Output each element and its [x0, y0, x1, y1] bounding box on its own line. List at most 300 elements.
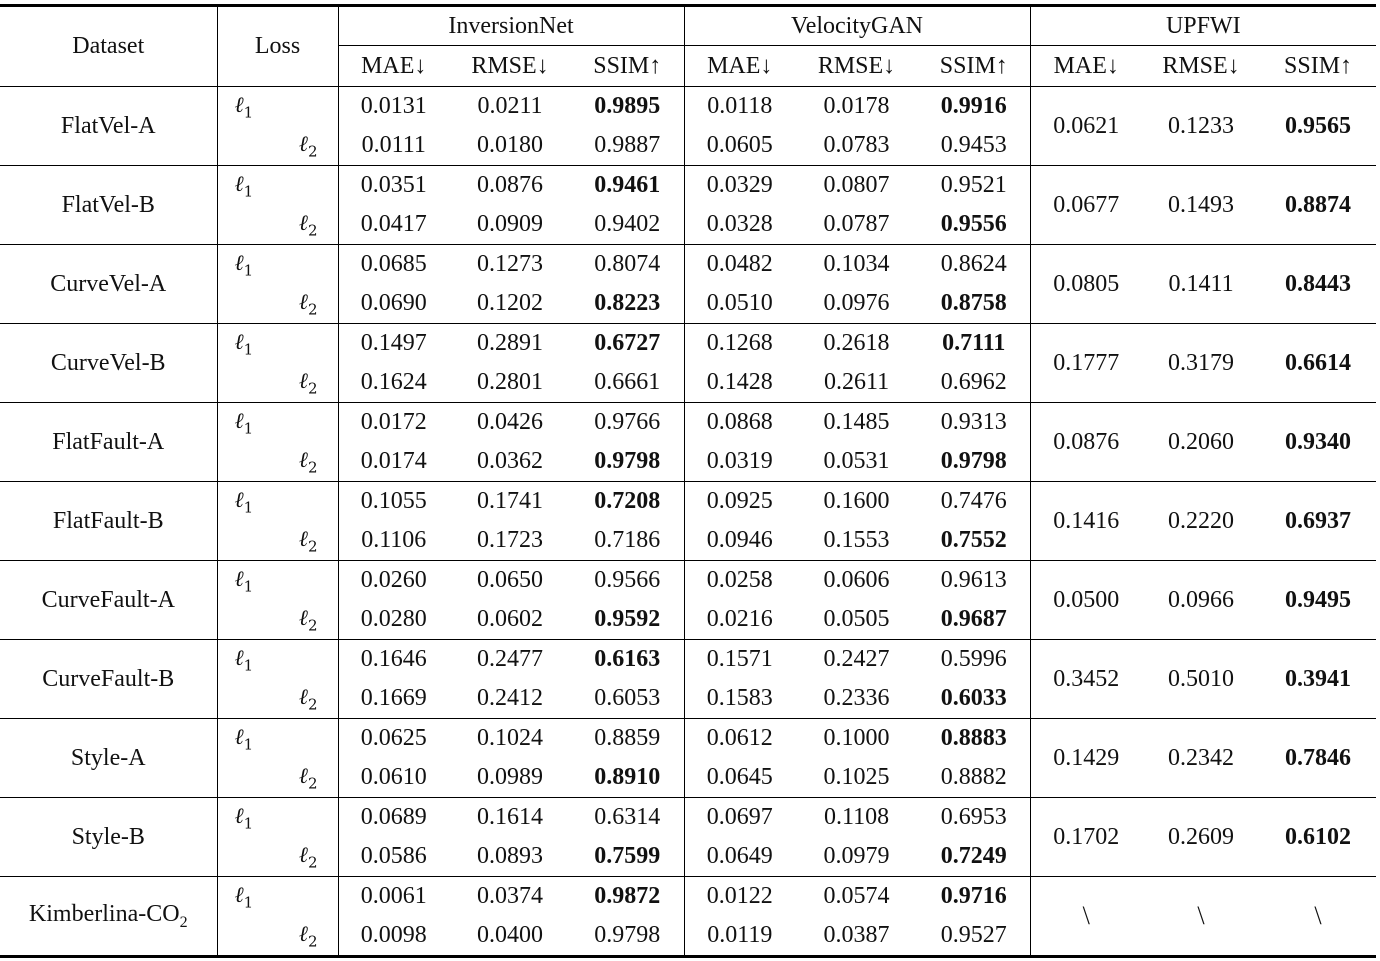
upfwi-metric-cell: 0.6102 — [1260, 798, 1376, 877]
loss-sub: 1 — [243, 340, 254, 359]
metric-cell: 0.9687 — [918, 600, 1030, 640]
upfwi-metric-cell: 0.8443 — [1260, 245, 1376, 324]
metric-cell: 0.2412 — [449, 679, 571, 719]
metric-cell: 0.0180 — [449, 126, 571, 166]
loss-l1 — [217, 482, 338, 522]
metric-cell: 0.0387 — [823, 922, 890, 948]
loss-l1 — [217, 403, 338, 443]
header-model-inversionnet: InversionNet — [338, 6, 684, 46]
loss-symbol — [298, 921, 318, 951]
metric-cell: 0.0989 — [449, 758, 571, 798]
metric-cell: 0.0893 — [449, 837, 571, 877]
upfwi-metric-cell: 0.7846 — [1260, 719, 1376, 798]
dataset-name — [0, 877, 217, 957]
metric-cell: 0.0876 — [477, 172, 543, 198]
metric-cell: 0.0178 — [823, 93, 890, 119]
metric-cell: 0.0689 — [360, 804, 427, 830]
header-metric-rmse: RMSE↓ — [449, 46, 571, 87]
loss-l1 — [217, 245, 338, 285]
metric-cell: 0.6727 — [571, 324, 684, 364]
table-row — [0, 719, 1376, 759]
metric-cell: 0.9766 — [571, 403, 684, 443]
metric-cell: 0.7249 — [918, 837, 1030, 877]
loss-l1 — [217, 719, 338, 759]
header-loss: Loss — [217, 6, 338, 87]
loss-base: ℓ — [234, 803, 244, 829]
upfwi-metric-cell: \ — [1142, 877, 1260, 957]
metric-cell: 0.0612 — [706, 725, 773, 751]
dataset-name — [0, 719, 217, 798]
table-row — [0, 245, 1376, 285]
metric-cell: 0.9798 — [571, 916, 684, 957]
metric-cell: 0.0505 — [795, 600, 918, 640]
loss-symbol — [234, 329, 254, 359]
metric-cell: 0.0697 — [706, 804, 773, 830]
upfwi-metric-cell: 0.0876 — [1030, 403, 1142, 482]
loss-sub: 1 — [243, 893, 254, 912]
metric-cell: 0.0351 — [360, 172, 427, 198]
metric-cell: 0.1055 — [360, 488, 427, 514]
metric-cell: 0.1268 — [706, 330, 773, 356]
metric-cell: 0.0329 — [706, 172, 773, 198]
metric-cell: 0.1553 — [795, 521, 918, 561]
metric-cell: 0.8883 — [918, 719, 1030, 759]
metric-cell: 0.2611 — [795, 363, 918, 403]
metric-cell: 0.0374 — [477, 883, 543, 909]
upfwi-metric-cell: \ — [1260, 877, 1376, 957]
loss-sub: 1 — [243, 419, 254, 438]
loss-sub: 1 — [243, 814, 254, 833]
table-row — [0, 324, 1376, 364]
loss-base: ℓ — [234, 882, 244, 908]
loss-base: ℓ — [298, 684, 308, 710]
upfwi-metric-cell: 0.3452 — [1030, 640, 1142, 719]
header-metric-mae: MAE↓ — [1030, 46, 1142, 87]
loss-base: ℓ — [298, 368, 308, 394]
loss-symbol — [234, 171, 254, 201]
metric-cell: 0.1723 — [449, 521, 571, 561]
metric-cell: 0.0280 — [338, 600, 449, 640]
loss-l1 — [217, 561, 338, 601]
metric-cell: 0.0118 — [707, 93, 773, 119]
dataset-subscript: 2 — [179, 913, 188, 931]
metric-cell: 0.2801 — [449, 363, 571, 403]
loss-base: ℓ — [298, 289, 308, 315]
metric-cell: 0.0685 — [360, 251, 427, 277]
metric-cell: 0.0426 — [477, 409, 543, 435]
metric-cell: 0.0605 — [684, 126, 795, 166]
upfwi-metric-cell: 0.2060 — [1142, 403, 1260, 482]
loss-l1 — [217, 324, 338, 364]
metric-cell: 0.8910 — [571, 758, 684, 798]
upfwi-metric-cell: 0.9495 — [1260, 561, 1376, 640]
metric-cell: 0.0400 — [477, 922, 543, 948]
loss-sub: 1 — [243, 182, 254, 201]
metric-cell: 0.0868 — [706, 409, 773, 435]
metric-cell: 0.9402 — [571, 205, 684, 245]
upfwi-metric-cell: 0.1777 — [1030, 324, 1142, 403]
loss-base: ℓ — [234, 566, 244, 592]
metric-cell: 0.6962 — [918, 363, 1030, 403]
loss-base: ℓ — [298, 526, 308, 552]
dataset-name — [0, 166, 217, 245]
metric-cell: 0.0602 — [449, 600, 571, 640]
metric-cell: 0.6314 — [571, 798, 684, 838]
loss-l2 — [217, 521, 338, 561]
upfwi-metric-cell: 0.2220 — [1142, 482, 1260, 561]
dataset-label: Style-A — [70, 744, 146, 771]
loss-sub: 1 — [243, 103, 254, 122]
loss-symbol — [298, 684, 318, 714]
loss-sub: 1 — [243, 656, 254, 675]
table-row — [0, 877, 1376, 917]
metric-cell: 0.1202 — [449, 284, 571, 324]
upfwi-metric-cell: 0.5010 — [1142, 640, 1260, 719]
metric-cell: 0.7111 — [918, 324, 1030, 364]
metric-cell: 0.2427 — [823, 646, 890, 672]
metric-cell: 0.0650 — [477, 567, 543, 593]
table-row — [0, 482, 1376, 522]
metric-cell: 0.8882 — [918, 758, 1030, 798]
metric-cell: 0.0690 — [338, 284, 449, 324]
metric-cell: 0.2477 — [477, 646, 543, 672]
dataset-label: Kimberlina-CO — [28, 900, 180, 927]
loss-symbol — [234, 803, 254, 833]
loss-symbol — [234, 566, 254, 596]
loss-symbol — [234, 250, 254, 280]
loss-base: ℓ — [298, 210, 308, 236]
metric-cell: 0.0574 — [823, 883, 890, 909]
loss-l1 — [217, 798, 338, 838]
loss-symbol — [298, 368, 318, 398]
upfwi-metric-cell: 0.9340 — [1260, 403, 1376, 482]
dataset-label: Style-B — [71, 823, 145, 850]
metric-cell: 0.9527 — [918, 916, 1030, 957]
header-metric-rmse: RMSE↓ — [1142, 46, 1260, 87]
upfwi-metric-cell: 0.0500 — [1030, 561, 1142, 640]
metric-cell: 0.0625 — [360, 725, 427, 751]
upfwi-metric-cell: \ — [1030, 877, 1142, 957]
loss-symbol — [234, 724, 254, 754]
metric-cell: 0.2891 — [477, 330, 543, 356]
table-row — [0, 798, 1376, 838]
metric-cell: 0.1485 — [823, 409, 890, 435]
metric-cell: 0.8223 — [571, 284, 684, 324]
metric-cell: 0.1025 — [795, 758, 918, 798]
loss-l2 — [217, 442, 338, 482]
metric-cell: 0.0417 — [338, 205, 449, 245]
metric-cell: 0.0362 — [449, 442, 571, 482]
metric-cell: 0.1108 — [823, 804, 890, 830]
metric-cell: 0.9521 — [918, 166, 1030, 206]
loss-sub: 2 — [307, 458, 318, 477]
header-metric-mae: MAE↓ — [684, 46, 795, 87]
metric-cell: 0.6053 — [571, 679, 684, 719]
metric-cell: 0.0061 — [360, 883, 427, 909]
metric-cell: 0.7599 — [571, 837, 684, 877]
metric-cell: 0.0111 — [338, 126, 449, 166]
metric-cell: 0.9592 — [571, 600, 684, 640]
loss-sub: 2 — [307, 695, 318, 714]
loss-sub: 1 — [243, 735, 254, 754]
loss-symbol — [298, 210, 318, 240]
loss-base: ℓ — [234, 487, 244, 513]
dataset-name — [0, 640, 217, 719]
loss-base: ℓ — [298, 842, 308, 868]
header-metric-rmse: RMSE↓ — [795, 46, 918, 87]
metric-cell: 0.1741 — [477, 488, 543, 514]
metric-cell: 0.0610 — [338, 758, 449, 798]
table-row — [0, 87, 1376, 127]
metric-cell: 0.9313 — [918, 403, 1030, 443]
metric-cell: 0.0098 — [360, 922, 427, 948]
loss-symbol — [298, 763, 318, 793]
metric-cell: 0.0946 — [684, 521, 795, 561]
metric-cell: 0.9895 — [571, 87, 684, 127]
table-row — [0, 166, 1376, 206]
metric-cell: 0.7476 — [918, 482, 1030, 522]
loss-symbol — [298, 289, 318, 319]
metric-cell: 0.8859 — [571, 719, 684, 759]
loss-l2 — [217, 679, 338, 719]
loss-symbol — [298, 131, 318, 161]
metric-cell: 0.9461 — [571, 166, 684, 206]
metric-cell: 0.0328 — [684, 205, 795, 245]
metric-cell: 0.0131 — [360, 93, 427, 119]
loss-sub: 2 — [307, 379, 318, 398]
dataset-label: CurveFault-B — [42, 665, 175, 692]
dataset-name — [0, 87, 217, 166]
upfwi-metric-cell: 0.9565 — [1260, 87, 1376, 166]
metric-cell: 0.2336 — [795, 679, 918, 719]
dataset-name — [0, 561, 217, 640]
metric-cell: 0.9887 — [571, 126, 684, 166]
loss-l2 — [217, 837, 338, 877]
metric-cell: 0.1646 — [360, 646, 427, 672]
loss-base: ℓ — [234, 329, 244, 355]
metric-cell: 0.1000 — [823, 725, 890, 751]
loss-sub: 2 — [307, 932, 318, 951]
loss-symbol — [298, 605, 318, 635]
metric-cell: 0.9716 — [918, 877, 1030, 917]
upfwi-metric-cell: 0.3179 — [1142, 324, 1260, 403]
results-table — [0, 4, 1376, 958]
metric-cell: 0.0909 — [449, 205, 571, 245]
loss-l1 — [217, 87, 338, 127]
loss-l2 — [217, 600, 338, 640]
metric-cell: 0.0606 — [823, 567, 890, 593]
metric-cell: 0.0211 — [477, 93, 543, 119]
metric-cell: 0.9798 — [571, 442, 684, 482]
metric-cell: 0.0174 — [338, 442, 449, 482]
loss-sub: 2 — [307, 616, 318, 635]
upfwi-metric-cell: 0.2609 — [1142, 798, 1260, 877]
metric-cell: 0.0807 — [823, 172, 890, 198]
dataset-label: FlatVel-B — [61, 191, 155, 218]
metric-cell: 0.1034 — [823, 251, 890, 277]
loss-sub: 2 — [307, 221, 318, 240]
upfwi-metric-cell: 0.1411 — [1142, 245, 1260, 324]
upfwi-metric-cell: 0.8874 — [1260, 166, 1376, 245]
metric-cell: 0.8758 — [918, 284, 1030, 324]
loss-sub: 1 — [243, 498, 254, 517]
metric-cell: 0.8074 — [571, 245, 684, 285]
loss-symbol — [298, 526, 318, 556]
loss-base: ℓ — [298, 447, 308, 473]
metric-cell: 0.1571 — [706, 646, 773, 672]
header-dataset: Dataset — [0, 6, 217, 87]
upfwi-metric-cell: 0.1493 — [1142, 166, 1260, 245]
metric-cell: 0.9916 — [918, 87, 1030, 127]
metric-cell: 0.7208 — [571, 482, 684, 522]
metric-cell: 0.0260 — [360, 567, 427, 593]
loss-l2 — [217, 916, 338, 957]
upfwi-metric-cell: 0.0621 — [1030, 87, 1142, 166]
metric-cell: 0.0216 — [684, 600, 795, 640]
loss-base: ℓ — [234, 724, 244, 750]
metric-cell: 0.9566 — [571, 561, 684, 601]
loss-symbol — [234, 92, 254, 122]
header-metric-ssim: SSIM↑ — [918, 46, 1030, 87]
metric-cell: 0.0122 — [706, 883, 773, 909]
metric-cell: 0.0649 — [684, 837, 795, 877]
loss-l2 — [217, 363, 338, 403]
metric-cell: 0.5996 — [918, 640, 1030, 680]
metric-cell: 0.0319 — [684, 442, 795, 482]
loss-base: ℓ — [234, 250, 244, 276]
metric-cell: 0.1024 — [477, 725, 543, 751]
header-model-upfwi: UPFWI — [1030, 6, 1376, 46]
loss-base: ℓ — [234, 171, 244, 197]
metric-cell: 0.9613 — [918, 561, 1030, 601]
metric-cell: 0.0510 — [684, 284, 795, 324]
metric-cell: 0.1428 — [684, 363, 795, 403]
loss-l2 — [217, 284, 338, 324]
loss-l1 — [217, 640, 338, 680]
metric-cell: 0.9798 — [918, 442, 1030, 482]
loss-sub: 2 — [307, 853, 318, 872]
loss-base: ℓ — [234, 645, 244, 671]
loss-l1 — [217, 877, 338, 917]
upfwi-metric-cell: 0.0677 — [1030, 166, 1142, 245]
metric-cell: 0.0976 — [795, 284, 918, 324]
metric-cell: 0.0531 — [795, 442, 918, 482]
loss-sub: 1 — [243, 577, 254, 596]
table-row — [0, 403, 1376, 443]
metric-cell: 0.1614 — [477, 804, 543, 830]
metric-cell: 0.1273 — [477, 251, 543, 277]
metric-cell: 0.9556 — [918, 205, 1030, 245]
metric-cell: 0.0119 — [707, 922, 773, 948]
metric-cell: 0.0482 — [706, 251, 773, 277]
upfwi-metric-cell: 0.2342 — [1142, 719, 1260, 798]
upfwi-metric-cell: 0.6937 — [1260, 482, 1376, 561]
loss-base: ℓ — [234, 92, 244, 118]
loss-base: ℓ — [298, 921, 308, 947]
metric-cell: 0.9453 — [918, 126, 1030, 166]
metric-cell: 0.1583 — [684, 679, 795, 719]
metric-cell: 0.1497 — [360, 330, 427, 356]
dataset-name — [0, 482, 217, 561]
loss-l2 — [217, 126, 338, 166]
upfwi-metric-cell: 0.1416 — [1030, 482, 1142, 561]
loss-symbol — [298, 447, 318, 477]
loss-sub: 2 — [307, 142, 318, 161]
metric-cell: 0.0783 — [795, 126, 918, 166]
loss-base: ℓ — [298, 131, 308, 157]
loss-l2 — [217, 205, 338, 245]
header-metric-ssim: SSIM↑ — [1260, 46, 1376, 87]
upfwi-metric-cell: 0.1429 — [1030, 719, 1142, 798]
header-model-velocitygan: VelocityGAN — [684, 6, 1030, 46]
upfwi-metric-cell: 0.6614 — [1260, 324, 1376, 403]
metric-cell: 0.1106 — [338, 521, 449, 561]
loss-sub: 2 — [307, 300, 318, 319]
loss-symbol — [298, 842, 318, 872]
metric-cell: 0.6163 — [571, 640, 684, 680]
upfwi-metric-cell: 0.1233 — [1142, 87, 1260, 166]
loss-sub: 1 — [243, 261, 254, 280]
metric-cell: 0.8624 — [918, 245, 1030, 285]
loss-l1 — [217, 166, 338, 206]
metric-cell: 0.9872 — [571, 877, 684, 917]
loss-sub: 2 — [307, 774, 318, 793]
dataset-name — [0, 245, 217, 324]
loss-symbol — [234, 645, 254, 675]
loss-symbol — [234, 882, 254, 912]
metric-cell: 0.0787 — [795, 205, 918, 245]
metric-cell: 0.7552 — [918, 521, 1030, 561]
metric-cell: 0.7186 — [571, 521, 684, 561]
dataset-label: FlatVel-A — [60, 112, 156, 139]
metric-cell: 0.2618 — [823, 330, 890, 356]
metric-cell: 0.6953 — [918, 798, 1030, 838]
header-row-models — [0, 6, 1376, 46]
dataset-label: CurveVel-B — [50, 349, 166, 376]
loss-symbol — [234, 487, 254, 517]
metric-cell: 0.0925 — [706, 488, 773, 514]
metric-cell: 0.1624 — [338, 363, 449, 403]
loss-symbol — [234, 408, 254, 438]
table-row — [0, 561, 1376, 601]
dataset-label: CurveFault-A — [41, 586, 175, 613]
metric-cell: 0.6661 — [571, 363, 684, 403]
loss-base: ℓ — [298, 605, 308, 631]
dataset-name — [0, 403, 217, 482]
metric-cell: 0.1669 — [338, 679, 449, 719]
metric-cell: 0.0586 — [338, 837, 449, 877]
loss-base: ℓ — [298, 763, 308, 789]
dataset-name — [0, 324, 217, 403]
metric-cell: 0.1600 — [823, 488, 890, 514]
metric-cell: 0.0645 — [684, 758, 795, 798]
upfwi-metric-cell: 0.3941 — [1260, 640, 1376, 719]
table-row — [0, 640, 1376, 680]
loss-base: ℓ — [234, 408, 244, 434]
dataset-label: FlatFault-B — [52, 507, 164, 534]
dataset-label: CurveVel-A — [50, 270, 167, 297]
loss-sub: 2 — [307, 537, 318, 556]
upfwi-metric-cell: 0.0805 — [1030, 245, 1142, 324]
dataset-label: FlatFault-A — [52, 428, 165, 455]
upfwi-metric-cell: 0.0966 — [1142, 561, 1260, 640]
dataset-name — [0, 798, 217, 877]
metric-cell: 0.0979 — [795, 837, 918, 877]
loss-l2 — [217, 758, 338, 798]
header-metric-mae: MAE↓ — [338, 46, 449, 87]
metric-cell: 0.6033 — [918, 679, 1030, 719]
header-metric-ssim: SSIM↑ — [571, 46, 684, 87]
